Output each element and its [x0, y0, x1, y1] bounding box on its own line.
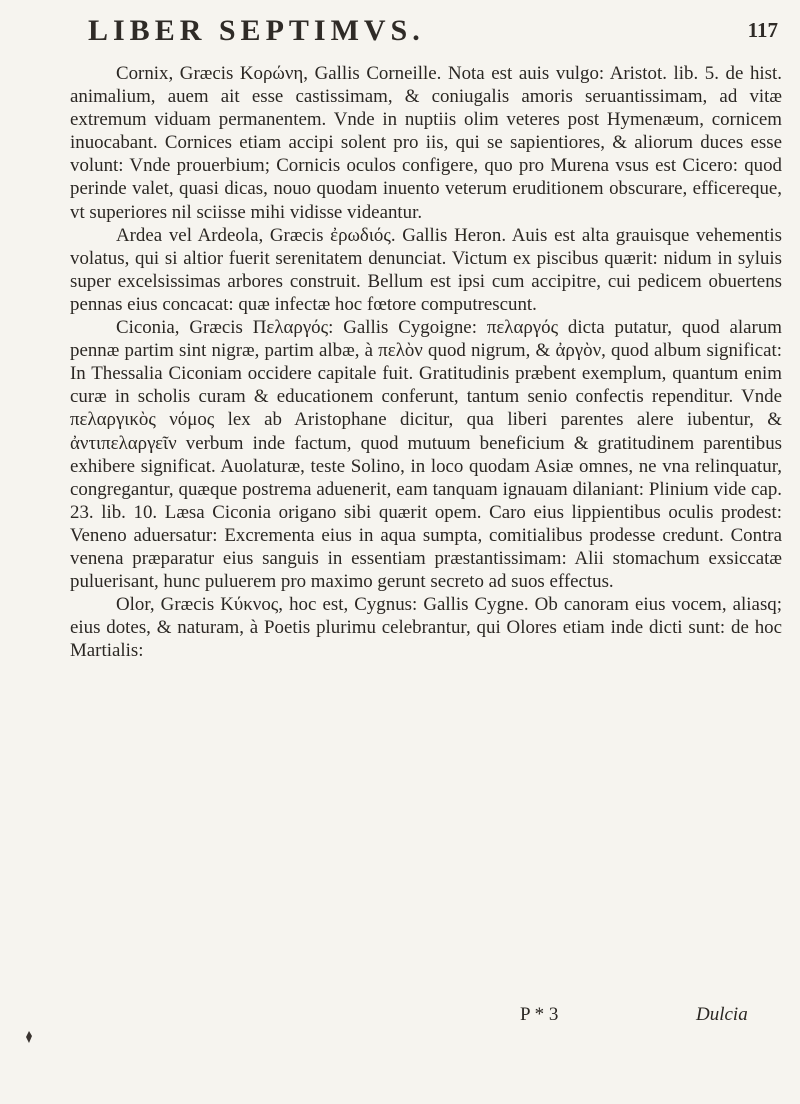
signature-mark: P * 3: [520, 1004, 559, 1025]
paragraph-ardea: Ardea vel Ardeola, Græcis ἐρωδιός. Gallis Heron. Auis est alta grauisque vehementis volatus, qui si altior fuerit serenitatem denunciat. Victum ex piscibus quærit: nidum in syluis super excelsissimas arbores construit. Bellum est ipsi cum accipitre, cui pedicem obuertens pennas eius concacat: quæ infectæ hoc fœtore computrescunt.: [70, 224, 782, 315]
paragraph-olor: Olor, Græcis Κύκνος, hoc est, Cygnus: Gallis Cygne. Ob canoram eius vocem, aliasq; eius dotes, & naturam, à Poetis plurimu celebrantur, qui Olores etiam inde dicti sunt: de hoc Martialis:: [70, 594, 782, 662]
page-footer: [0, 1004, 800, 1028]
running-head: LIBER SEPTIMVS.: [88, 14, 425, 47]
catchword: Dulcia: [696, 1004, 748, 1025]
page-number: 117: [747, 18, 778, 42]
page-header: [88, 14, 778, 50]
ink-mark-icon: [24, 1030, 34, 1044]
paragraph-ciconia: Ciconia, Græcis Πελαργός: Gallis Cygoigne: πελαργός dicta putatur, quod alarum pennæ partim sint nigræ, partim albæ, à πελὸν quod nigrum, & ἀργὸν, quod album significat: In Thessalia Ciconiam occidere capitale fuit. Gratitudinis præbent exemplum, quantum enim curæ in scholis curam & educationem conferunt, tantum senio confectis rependitur. Vnde πελαργικὸς νόμος lex ab Aristophane dicitur, qua liberi parentes alere iubentur, & ἀντιπελαργεῖν verbum inde factum, quod mutuum beneficium & gratitudinem parentibus exhibere significat. Auolaturæ, teste Solino, in loco quodam Asiæ omnes, ne vna relinquatur, congregantur, quæque postrema aduenerit, eam tanquam ignauam dilaniant: Plinium vide cap. 23. lib. 10. Læsa Ciconia origano sibi quærit opem. Caro eius lippientibus oculis prodest: Veneno aduersatur: Excrementa eius in aqua sumpta, comitialibus prodesse credunt. Contra venena præparatur eius sanguis in essentiam præstantissimam: Alii stomachum exsiccatæ puluerisant, hunc puluerem pro maximo gerunt secreto ad suos effectus.: [70, 317, 782, 593]
body-text: [70, 62, 782, 662]
paragraph-cornix: Cornix, Græcis Κορώνη, Gallis Corneille. Nota est auis vulgo: Aristot. lib. 5. de hist. animalium, auem ait esse castissimam, & coniugalis amoris seruantissimam, ad vitæ extremum viduam permanentem. Vnde in nuptiis olim veteres post Hymenæum, cornicem inuocabant. Cornices etiam accipi solent pro iis, qui se sapientiores, & aliorum duces esse volunt: Vnde prouerbium; Cornicis oculos configere, quo pro Murena vsus est Cicero: quod perinde valet, quasi dicas, nouo quodam inuento veterum eruditionem obscurare, efficereque, vt superiores nil sciisse mihi vidisse videantur.: [70, 63, 782, 223]
